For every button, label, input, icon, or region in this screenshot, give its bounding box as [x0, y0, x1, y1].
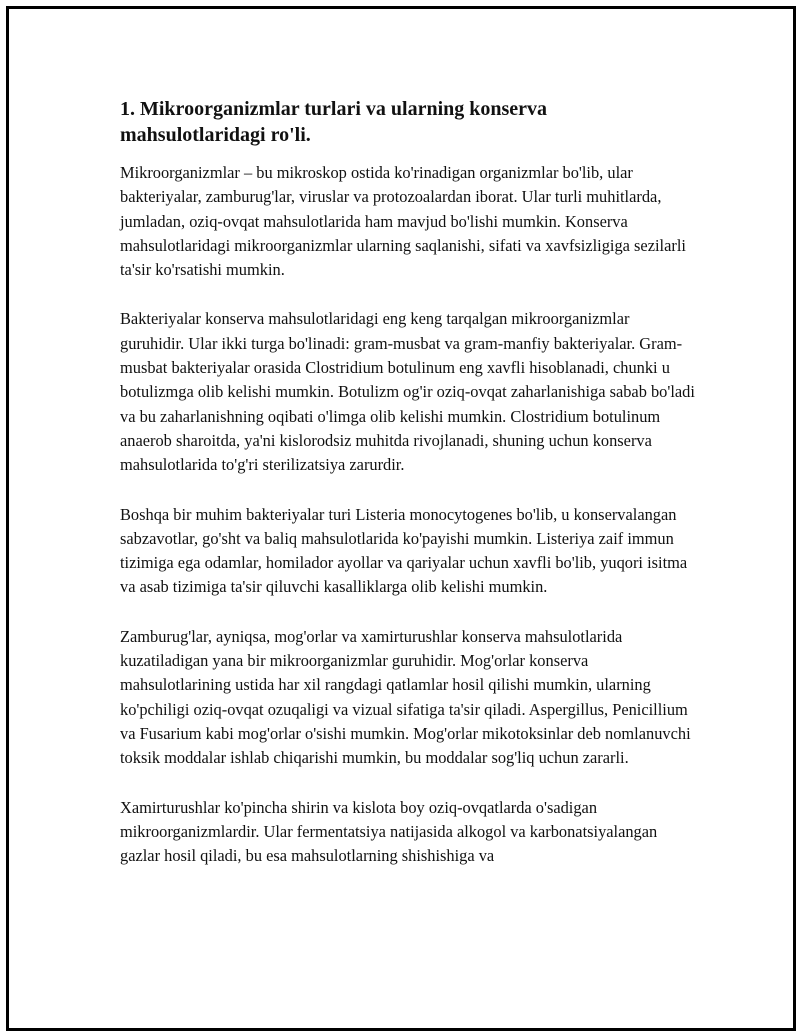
- section-heading: [120, 96, 695, 148]
- paragraph-fungi: Zamburug'lar, ayniqsa, mog'orlar va xamirturushlar konserva mahsulotlarida kuzatiladigan yana bir mikroorganizmlar guruhidir. Mog'orlar konserva mahsulotlarining ustida har xil rangdagi qatlamlar hosil qilishi mumkin, ularning ko'pchiligi oziq-ovqat ozuqaligi va vizual sifatiga ta'sir qiladi. Aspergillus, Penicillium va Fusarium kabi mog'orlar o'sishi mumkin. Mog'orlar mikotoksinlar deb nomlanuvchi toksik moddalar ishlab chiqarishi mumkin, bu moddalar sog'liq uchun zararli.: [120, 626, 691, 768]
- heading-line-2: mahsulotlaridagi ro'li.: [120, 124, 311, 146]
- heading-line-1: 1. Mikroorganizmlar turlari va ularning konserva: [120, 98, 548, 120]
- paragraph-intro: Mikroorganizmlar – bu mikroskop ostida ko'rinadigan organizmlar bo'lib, ular bakteriyalar, zamburug'lar, viruslar va protozoalardan iborat. Ular turli muhitlarda, jumladan, oziq-ovqat mahsulotlarida ham mavjud bo'lishi mumkin. Konserva mahsulotlaridagi mikroorganizmlar ularning saqlanishi, sifati va xavfsizligiga sezilarli ta'sir ko'rsatishi mumkin.: [120, 163, 686, 280]
- paragraph-listeria: Boshqa bir muhim bakteriyalar turi Listeria monocytogenes bo'lib, u konservalangan sabzavotlar, go'sht va baliq mahsulotlarida ko'payishi mumkin. Listeriya zaif immun tizimiga ega odamlar, homilador ayollar va qariyalar uchun xavfli bo'lib, yuqori isitma va asab tizimiga ta'sir qiluvchi kasalliklarga olib kelishi mumkin.: [120, 504, 688, 597]
- paragraph-bacteria: Bakteriyalar konserva mahsulotlaridagi eng keng tarqalgan mikroorganizmlar guruhidir. Ular ikki turga bo'linadi: gram-musbat va gram-manfiy bakteriyalar. Gram-musbat bakteriyalar orasida Clostridium botulinum eng xavfli hisoblanadi, chunki u botulizmga olib kelishi mumkin. Botulizm og'ir oziq-ovqat zaharlanishiga sabab bo'ladi va bu zaharlanishning oqibati o'limga olib kelishi mumkin. Clostridium botulinum anaerob sharoitda, ya'ni kislorodsiz muhitda rivojlanadi, shuning uchun konserva mahsulotlarida to'g'ri sterilizatsiya zarurdir.: [120, 309, 695, 475]
- document-body: [120, 96, 695, 893]
- page-frame: [6, 6, 796, 1031]
- paragraph-yeasts: Xamirturushlar ko'pincha shirin va kislota boy oziq-ovqatlarda o'sadigan mikroorganizmlardir. Ular fermentatsiya natijasida alkogol va karbonatsiyalangan gazlar hosil qiladi, bu esa mahsulotlarning shishishiga va: [120, 797, 658, 866]
